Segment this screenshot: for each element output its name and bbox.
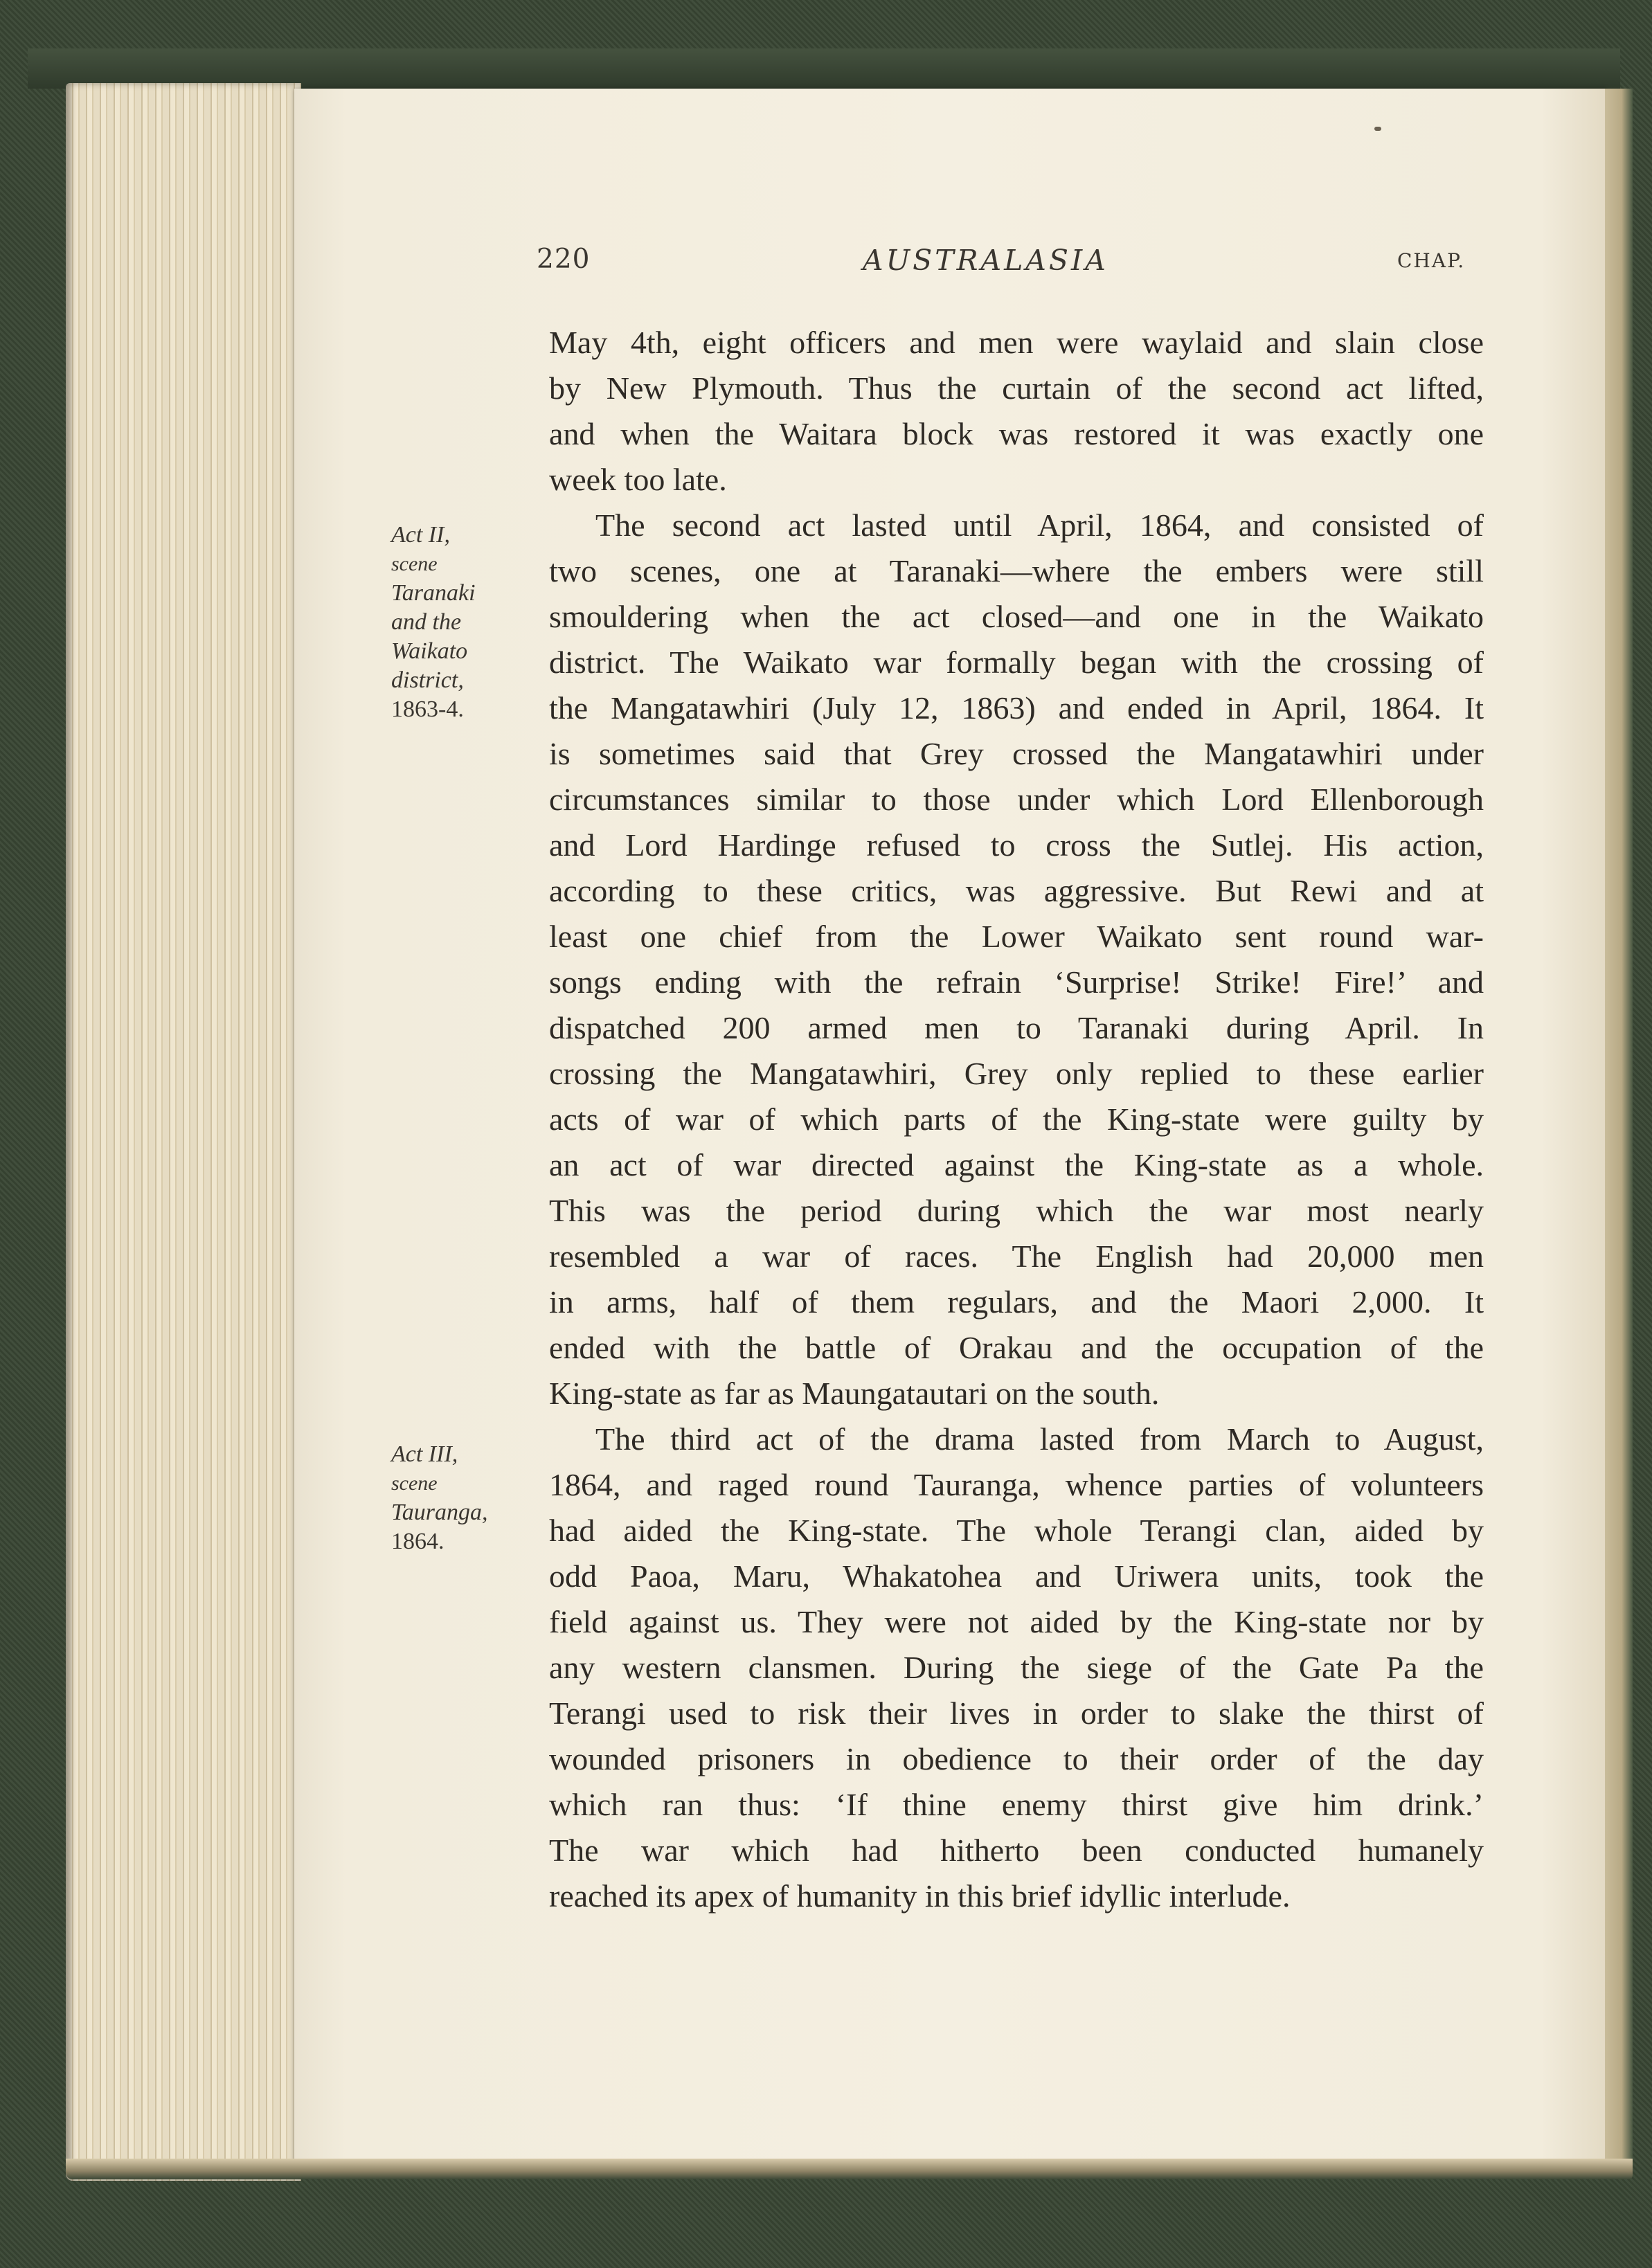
body-line: had aided the King-state. The whole Terangi clan, aided by [549,1513,1484,1548]
body-line: district. The Waikato war formally began with the crossing of [549,645,1484,680]
running-title: AUSTRALASIA [863,244,1108,277]
body-line: resembled a war of races. The English had 20,000 men [549,1239,1484,1274]
side-note-line: Taranaki [391,580,476,606]
side-note-act-two [391,521,557,724]
page-block-edges [66,83,301,2181]
body-line: crossing the Mangatawhiri, Grey only replied to these earlier [549,1056,1484,1091]
body-line: field against us. They were not aided by the King-state nor by [549,1604,1484,1639]
body-line: odd Paoa, Maru, Whakatohea and Uriwera units, took the [549,1558,1484,1594]
side-note-line: 1864. [391,1529,445,1554]
side-note-line: scene [391,1472,438,1495]
body-line: is sometimes said that Grey crossed the Mangatawhiri under [549,736,1484,771]
side-note-act-three [391,1440,557,1556]
body-line: wounded prisoners in obedience to their order of the day [549,1741,1484,1776]
body-line: and Lord Hardinge refused to cross the Sutlej. His action, [549,827,1484,863]
body-line: King-state as far as Maungatautari on the south. [549,1376,1160,1411]
body-line: This was the period during which the war most nearly [549,1193,1484,1228]
body-line: reached its apex of humanity in this brief idyllic interlude. [549,1878,1291,1914]
body-line: 1864, and raged round Tauranga, whence parties of volunteers [549,1467,1484,1502]
body-line: The second act lasted until April, 1864, and consisted of [595,507,1484,543]
body-line: an act of war directed against the King-state as a whole. [549,1147,1484,1182]
body-line: circumstances similar to those under which Lord Ellenborough [549,782,1484,817]
body-line: smouldering when the act closed—and one in the Waikato [549,599,1484,634]
side-note-line: Act III, [391,1441,458,1467]
side-note-line: 1863-4. [391,696,464,722]
body-line: dispatched 200 armed men to Taranaki during April. In [549,1010,1484,1045]
side-note-line: scene [391,552,438,575]
body-line: week too late. [549,462,727,497]
body-line: according to these critics, was aggressive. But Rewi and at [549,873,1484,908]
page-number: 220 [537,244,591,275]
body-line: acts of war of which parts of the King-state were guilty by [549,1101,1484,1137]
body-line: least one chief from the Lower Waikato sent round war- [549,919,1484,954]
side-note-line: and the [391,609,462,635]
body-line: songs ending with the refrain ‘Surprise! Strike! Fire!’ and [549,964,1484,1000]
body-line: in arms, half of them regulars, and the Maori 2,000. It [549,1284,1484,1320]
page-mark [1374,127,1381,131]
page-right-edge [1605,89,1633,2162]
body-line: May 4th, eight officers and men were waylaid and slain close [549,325,1484,360]
body-line: The war which had hitherto been conducted humanely [549,1833,1484,1868]
body-line: any western clansmen. During the siege of the Gate Pa the [549,1650,1484,1685]
body-line: ended with the battle of Orakau and the occupation of the [549,1330,1484,1365]
body-line: The third act of the drama lasted from March to August, [595,1421,1484,1457]
body-line: two scenes, one at Taranaki—where the embers were still [549,553,1484,588]
body-line: the Mangatawhiri (July 12, 1863) and ended in April, 1864. It [549,690,1484,726]
page-bottom-edge [66,2159,1633,2179]
side-note-line: Tauranga, [391,1500,488,1525]
body-line: and when the Waitara block was restored it was exactly one [549,416,1484,451]
body-line: by New Plymouth. Thus the curtain of the second act lifted, [549,370,1484,406]
body-line: Terangi used to risk their lives in order to slake the thirst of [549,1695,1484,1731]
side-note-line: district, [391,667,464,693]
side-note-line: Act II, [391,522,450,548]
body-line: which ran thus: ‘If thine enemy thirst give him drink.’ [549,1787,1484,1822]
side-note-line: Waikato [391,638,468,664]
chapter-label: CHAP. [1397,249,1466,272]
